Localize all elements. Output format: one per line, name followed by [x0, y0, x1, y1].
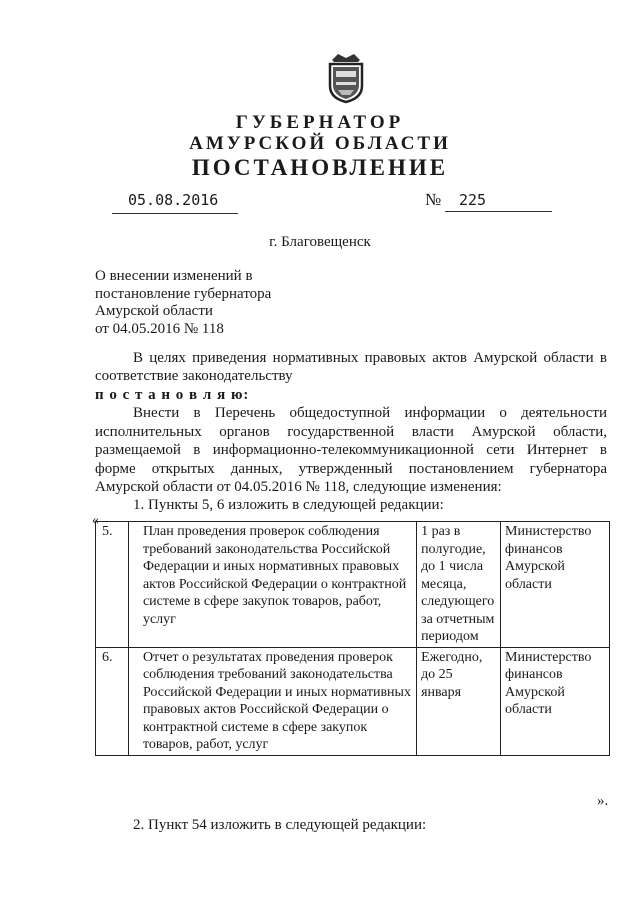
row-period: Ежегодно, до 25 января: [417, 647, 501, 755]
row-period: 1 раз в полугодие, до 1 числа месяца, следующего за отчетным периодом: [417, 522, 501, 648]
document-number: 225: [459, 191, 487, 209]
document-subject: [95, 268, 271, 338]
document-type: ПОСТАНОВЛЕНИЕ: [191, 155, 449, 180]
paragraph-line: Амурской области от 04.05.2016 № 118, следующие изменения:: [95, 479, 502, 495]
amendments-table: [95, 521, 610, 756]
paragraph-line: форме открытых данных, утвержденный постановлением губернатора: [95, 461, 607, 477]
paragraph-line: исполнительных органов государственной власти Амурской области,: [95, 424, 607, 440]
table-row: [96, 647, 610, 755]
row-text: План проведения проверок соблюдения требований законодательства Российской Федерации и иных нормативных правовых актов Российской Федерации о контрактной системе в сфере закупок товаров, работ, услуг: [128, 522, 416, 648]
decree-word: п о с т а н о в л я ю:: [95, 387, 250, 403]
table-row: [96, 522, 610, 648]
issuer-region: АМУРСКОЙ ОБЛАСТИ: [189, 133, 451, 154]
row-number: 6.: [96, 647, 129, 755]
subject-line: О внесении изменений в: [95, 268, 253, 284]
item-2: 2. Пункт 54 изложить в следующей редакции:: [133, 817, 427, 833]
number-sign: №: [425, 190, 442, 209]
coat-of-arms-emblem: [324, 52, 368, 104]
preamble-line: В целях приведения нормативных правовых актов Амурской области в: [133, 350, 607, 366]
city: г. Благовещенск: [269, 234, 371, 250]
preamble-line: соответствие законодательству: [95, 368, 293, 384]
date-underline: [112, 213, 238, 214]
quote-open: «: [92, 513, 99, 528]
document-date: 05.08.2016: [128, 191, 219, 209]
row-number: 5.: [96, 522, 129, 648]
paragraph-line: Внести в Перечень общедоступной информации о деятельности: [133, 405, 607, 421]
row-responsible: Министерство финансов Амурской области: [501, 647, 610, 755]
item-1: 1. Пункты 5, 6 изложить в следующей редакции:: [133, 497, 444, 513]
subject-line: от 04.05.2016 № 118: [95, 320, 224, 337]
issuer-title: ГУБЕРНАТОР: [235, 112, 405, 133]
row-responsible: Министерство финансов Амурской области: [501, 522, 610, 648]
subject-line: постановление губернатора: [95, 285, 272, 302]
paragraph-line: размещаемой в информационно-телекоммуникационной сети Интернет в: [95, 442, 607, 458]
quote-close: ».: [597, 793, 609, 809]
row-text: Отчет о результатах проведения проверок соблюдения требований законодательства Российской Федерации и иных нормативных правовых актов Российской Федерации о контрактной системе в сфере закупок товаров, работ, услуг: [128, 647, 416, 755]
subject-line: Амурской области: [95, 303, 213, 319]
number-underline: [445, 211, 552, 212]
